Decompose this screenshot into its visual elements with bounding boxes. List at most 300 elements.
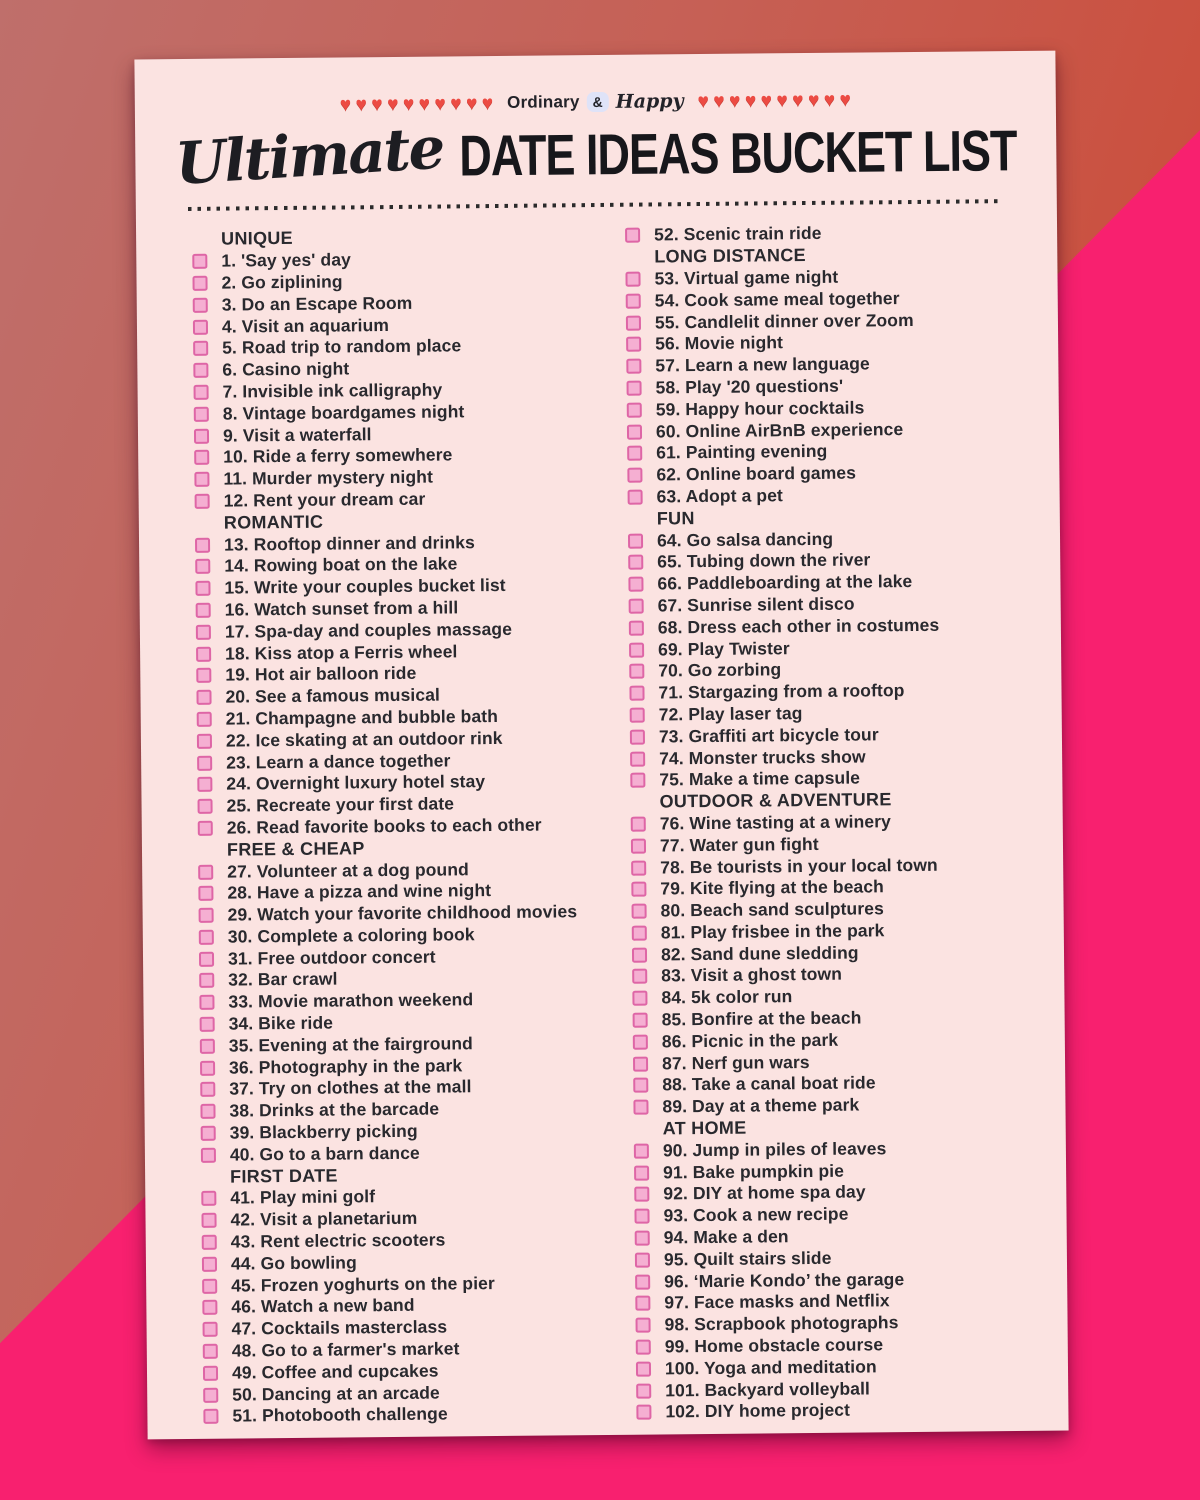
item-label: 1. 'Say yes' day (221, 249, 352, 271)
item-checkbox[interactable] (632, 925, 647, 940)
item-label: 72. Play laser tag (658, 702, 803, 725)
item-checkbox[interactable] (196, 646, 211, 661)
item-checkbox[interactable] (628, 577, 643, 592)
item-checkbox[interactable] (199, 973, 214, 988)
item-label: 30. Complete a coloring book (227, 924, 475, 947)
item-checkbox[interactable] (626, 293, 641, 308)
item-checkbox[interactable] (634, 1143, 649, 1158)
item-checkbox[interactable] (198, 886, 213, 901)
item-checkbox[interactable] (632, 904, 647, 919)
item-checkbox[interactable] (634, 1209, 649, 1224)
item-label: 3. Do an Escape Room (221, 292, 413, 315)
item-checkbox[interactable] (627, 446, 642, 461)
item-label: 9. Visit a waterfall (222, 423, 372, 446)
item-label: 71. Stargazing from a rooftop (658, 680, 905, 703)
item-checkbox[interactable] (202, 1235, 217, 1250)
item-checkbox[interactable] (195, 559, 210, 574)
heart-icon: ♥ (760, 89, 773, 111)
item-label: 37. Try on clothes at the mall (229, 1076, 472, 1100)
checklist-item (203, 1402, 636, 1428)
item-checkbox[interactable] (636, 1361, 651, 1376)
heart-icon: ♥ (792, 89, 804, 111)
heart-icon: ♥ (744, 89, 757, 112)
item-label: 56. Movie night (655, 332, 784, 354)
heart-icon: ♥ (729, 90, 741, 112)
item-label: 4. Visit an aquarium (221, 314, 390, 337)
item-label: 101. Backyard volleyball (665, 1378, 871, 1401)
checklist-item (629, 614, 940, 639)
heart-icon: ♥ (713, 90, 725, 112)
item-checkbox[interactable] (635, 1231, 650, 1246)
section-header (630, 788, 941, 813)
item-checkbox[interactable] (633, 1013, 648, 1028)
item-label: 32. Bar crawl (228, 969, 338, 991)
item-label: 77. Water gun fight (659, 833, 819, 856)
item-checkbox[interactable] (631, 838, 646, 853)
checklist-item (631, 832, 942, 857)
item-label: 11. Murder mystery night (223, 466, 434, 489)
checklist-item (632, 919, 943, 944)
item-checkbox[interactable] (194, 428, 209, 443)
checklist-item (633, 1006, 944, 1031)
heart-icon: ♥ (450, 92, 462, 114)
checklist-item (630, 745, 941, 770)
heart-icon: ♥ (434, 92, 446, 115)
item-checkbox[interactable] (197, 755, 212, 770)
item-checkbox[interactable] (629, 620, 644, 635)
item-checkbox[interactable] (200, 1104, 215, 1119)
item-checkbox[interactable] (625, 272, 640, 287)
item-label: 17. Spa-day and couples massage (224, 618, 513, 642)
item-label: 44. Go bowling (230, 1252, 357, 1274)
item-checkbox[interactable] (632, 947, 647, 962)
checklist-item (632, 985, 943, 1010)
item-checkbox[interactable] (200, 1060, 215, 1075)
item-checkbox[interactable] (200, 1017, 215, 1032)
section-header-label: OUTDOOR & ADVENTURE (659, 789, 892, 812)
item-label: 13. Rooftop dinner and drinks (223, 531, 475, 555)
checklist-item (629, 658, 940, 683)
item-checkbox[interactable] (633, 1100, 648, 1115)
item-checkbox[interactable] (633, 1034, 648, 1049)
item-checkbox[interactable] (201, 1126, 216, 1141)
item-label: 10. Ride a ferry somewhere (223, 444, 453, 467)
item-label: 82. Sand dune sledding (660, 942, 859, 965)
checklist-item (628, 571, 939, 596)
item-checkbox[interactable] (627, 424, 642, 439)
item-checkbox[interactable] (633, 1056, 648, 1071)
item-checkbox[interactable] (198, 864, 213, 879)
item-checkbox[interactable] (202, 1278, 217, 1293)
item-label: 100. Yoga and meditation (664, 1356, 877, 1379)
item-checkbox[interactable] (636, 1383, 651, 1398)
item-checkbox[interactable] (198, 821, 213, 836)
checklist-item (627, 462, 938, 487)
item-checkbox[interactable] (195, 494, 210, 509)
section-header (625, 244, 936, 269)
title-row (135, 113, 1057, 199)
item-label: 20. See a famous musical (225, 684, 441, 707)
checklist-item (634, 1181, 945, 1206)
item-label: 50. Dancing at an arcade (232, 1382, 440, 1405)
item-label: 98. Scrapbook photographs (664, 1312, 899, 1335)
section-header-label: LONG DISTANCE (654, 245, 806, 267)
checklist-item (635, 1290, 946, 1315)
item-checkbox[interactable] (197, 777, 212, 792)
item-label: 34. Bike ride (228, 1012, 334, 1034)
item-checkbox[interactable] (194, 407, 209, 422)
item-checkbox[interactable] (202, 1257, 217, 1272)
item-label: 22. Ice skating at an outdoor rink (225, 727, 503, 751)
item-checkbox[interactable] (626, 359, 641, 374)
item-label: 6. Casino night (222, 358, 350, 380)
item-label: 19. Hot air balloon ride (225, 663, 417, 685)
item-checkbox[interactable] (200, 1082, 215, 1097)
header-row (135, 87, 1056, 118)
item-label: 55. Candlelit dinner over Zoom (654, 309, 914, 333)
item-label: 26. Read favorite books to each other (226, 814, 542, 838)
item-checkbox[interactable] (636, 1340, 651, 1355)
item-checkbox[interactable] (629, 686, 644, 701)
checklist-item (636, 1399, 947, 1424)
item-label: 94. Make a den (663, 1226, 789, 1248)
checklist-column-left (192, 225, 636, 1428)
item-checkbox[interactable] (197, 799, 212, 814)
item-checkbox[interactable] (200, 1039, 215, 1054)
item-checkbox[interactable] (203, 1322, 218, 1337)
item-label: 102. DIY home project (665, 1400, 851, 1422)
item-checkbox[interactable] (199, 908, 214, 923)
item-checkbox[interactable] (635, 1252, 650, 1267)
item-checkbox[interactable] (193, 319, 208, 334)
section-header-label: FREE & CHEAP (226, 837, 365, 860)
checklist-item (627, 440, 938, 465)
item-label: 12. Rent your dream car (223, 488, 426, 511)
item-label: 63. Adopt a pet (656, 485, 784, 507)
item-checkbox[interactable] (626, 315, 641, 330)
item-label: 97. Face masks and Netflix (664, 1290, 890, 1313)
heart-icon: ♥ (339, 93, 352, 115)
heart-icon: ♥ (823, 89, 836, 111)
item-label: 43. Rent electric scooters (230, 1229, 446, 1252)
item-checkbox[interactable] (197, 733, 212, 748)
item-label: 75. Make a time capsule (659, 767, 861, 790)
hearts-row-right (697, 90, 850, 110)
checklist-item (635, 1268, 946, 1293)
item-label: 35. Evening at the fairground (228, 1033, 473, 1056)
heart-icon: ♥ (697, 90, 709, 112)
heart-icon: ♥ (387, 93, 399, 115)
item-label: 79. Kite flying at the beach (660, 876, 885, 899)
item-checkbox[interactable] (193, 363, 208, 378)
item-label: 85. Bonfire at the beach (661, 1007, 862, 1030)
brand-word: Ordinary (507, 92, 580, 112)
checklist-item (626, 287, 937, 312)
item-label: 27. Volunteer at a dog pound (227, 858, 469, 882)
checklist-item (625, 222, 936, 247)
checklist-item (631, 854, 942, 879)
item-label: 45. Frozen yoghurts on the pier (231, 1272, 495, 1296)
item-label: 91. Bake pumpkin pie (663, 1160, 845, 1183)
item-label: 80. Beach sand sculptures (660, 898, 884, 921)
item-checkbox[interactable] (195, 581, 210, 596)
item-label: 42. Visit a planetarium (230, 1208, 418, 1230)
checklist-item (631, 897, 942, 922)
page-title: DATE IDEAS BUCKET LIST (458, 117, 1017, 189)
item-label: 69. Play Twister (657, 637, 790, 659)
checklist-item (632, 941, 943, 966)
item-label: 36. Photography in the park (228, 1055, 463, 1078)
checklist-item (631, 810, 942, 835)
item-label: 84. 5k color run (661, 986, 793, 1008)
item-label: 39. Blackberry picking (229, 1120, 418, 1143)
checklist-item (633, 1072, 944, 1097)
item-checkbox[interactable] (627, 468, 642, 483)
heart-icon: ♥ (839, 89, 851, 111)
item-checkbox[interactable] (627, 402, 642, 417)
checklist-item (635, 1224, 946, 1249)
item-label: 7. Invisible ink calligraphy (222, 379, 443, 402)
section-header-label: UNIQUE (221, 228, 294, 250)
checklist (192, 221, 1058, 1428)
item-label: 18. Kiss atop a Ferris wheel (225, 640, 458, 664)
item-label: 16. Watch sunset from a hill (224, 597, 459, 620)
item-label: 58. Play '20 questions' (655, 375, 844, 398)
item-checkbox[interactable] (635, 1296, 650, 1311)
item-checkbox[interactable] (627, 381, 642, 396)
item-checkbox[interactable] (192, 254, 207, 269)
checklist-item (625, 265, 936, 290)
item-label: 33. Movie marathon weekend (228, 989, 474, 1012)
item-checkbox[interactable] (201, 1191, 216, 1206)
checklist-item (626, 309, 937, 334)
checklist-item (629, 679, 940, 704)
section-header (628, 505, 939, 530)
item-label: 54. Cook same meal together (654, 287, 900, 311)
item-checkbox[interactable] (196, 668, 211, 683)
item-checkbox[interactable] (629, 599, 644, 614)
item-label: 70. Go zorbing (658, 659, 782, 681)
checklist-item (629, 636, 940, 661)
checklist-item (628, 483, 939, 508)
item-label: 53. Virtual game night (654, 266, 839, 289)
item-label: 93. Cook a new recipe (663, 1203, 849, 1226)
item-label: 88. Take a canal boat ride (662, 1072, 876, 1095)
item-label: 78. Be tourists in your local town (660, 854, 938, 877)
section-header-label: FUN (656, 507, 695, 529)
item-label: 68. Dress each other in costumes (657, 614, 940, 638)
checklist-item (634, 1137, 945, 1162)
date-ideas-card (134, 51, 1068, 1440)
item-label: 99. Home obstacle course (664, 1334, 884, 1357)
brand-logo (507, 90, 684, 114)
item-checkbox[interactable] (630, 708, 645, 723)
item-checkbox[interactable] (629, 664, 644, 679)
checklist-item (634, 1159, 945, 1184)
item-checkbox[interactable] (192, 276, 207, 291)
checklist-item (630, 723, 941, 748)
checklist-item (635, 1246, 946, 1271)
item-checkbox[interactable] (201, 1213, 216, 1228)
checklist-column-right (625, 222, 947, 1424)
item-checkbox[interactable] (633, 1078, 648, 1093)
item-label: 5. Road trip to random place (222, 335, 462, 358)
checklist-item (629, 592, 940, 617)
dotted-divider (188, 199, 1004, 211)
item-label: 83. Visit a ghost town (661, 964, 843, 986)
checklist-item (631, 876, 942, 901)
heart-icon: ♥ (481, 92, 494, 114)
item-checkbox[interactable] (196, 603, 211, 618)
item-checkbox[interactable] (203, 1387, 218, 1402)
item-label: 76. Wine tasting at a winery (659, 811, 892, 834)
item-label: 25. Recreate your first date (226, 793, 455, 816)
item-checkbox[interactable] (628, 533, 643, 548)
checklist-item (627, 396, 938, 421)
item-label: 29. Watch your favorite childhood movies (227, 901, 578, 925)
item-label: 57. Learn a new language (655, 353, 870, 376)
item-label: 64. Go salsa dancing (656, 528, 834, 551)
section-header-label: ROMANTIC (223, 511, 324, 533)
item-label: 62. Online board games (656, 462, 857, 485)
item-checkbox[interactable] (194, 450, 209, 465)
heart-icon: ♥ (371, 93, 383, 115)
checklist-item (636, 1377, 947, 1402)
item-label: 67. Sunrise silent disco (657, 593, 855, 616)
item-checkbox[interactable] (194, 472, 209, 487)
item-checkbox[interactable] (193, 341, 208, 356)
checklist-item (633, 1028, 944, 1053)
item-checkbox[interactable] (195, 537, 210, 552)
heart-icon: ♥ (807, 89, 820, 111)
item-checkbox[interactable] (199, 951, 214, 966)
item-label: 38. Drinks at the barcade (229, 1098, 440, 1121)
item-checkbox[interactable] (203, 1344, 218, 1359)
item-checkbox[interactable] (630, 773, 645, 788)
title-script-word: Ultimate (173, 113, 446, 199)
item-label: 2. Go ziplining (221, 271, 343, 293)
item-label: 8. Vintage boardgames night (222, 401, 465, 424)
checklist-item (636, 1355, 947, 1380)
heart-icon: ♥ (355, 93, 367, 115)
item-checkbox[interactable] (199, 930, 214, 945)
item-checkbox[interactable] (631, 860, 646, 875)
item-label: 74. Monster trucks show (659, 745, 866, 768)
item-label: 87. Nerf gun wars (661, 1051, 810, 1074)
item-label: 81. Play frisbee in the park (660, 920, 885, 943)
item-checkbox[interactable] (636, 1405, 651, 1420)
item-checkbox[interactable] (203, 1366, 218, 1381)
item-label: 90. Jump in piles of leaves (662, 1138, 887, 1161)
item-checkbox[interactable] (636, 1318, 651, 1333)
item-checkbox[interactable] (196, 624, 211, 639)
item-checkbox[interactable] (632, 969, 647, 984)
checklist-item (636, 1333, 947, 1358)
heart-icon: ♥ (418, 93, 431, 115)
item-checkbox[interactable] (196, 690, 211, 705)
item-label: 21. Champagne and bubble bath (225, 705, 499, 729)
item-label: 61. Painting evening (656, 441, 828, 463)
section-header-label: FIRST DATE (230, 1165, 338, 1187)
item-label: 92. DIY at home spa day (663, 1181, 866, 1204)
checklist-item (633, 1050, 944, 1075)
item-checkbox[interactable] (635, 1274, 650, 1289)
item-checkbox[interactable] (194, 385, 209, 400)
checklist-item (635, 1312, 946, 1337)
checklist-item (628, 549, 939, 574)
section-header-label: AT HOME (662, 1117, 747, 1139)
checklist-item (634, 1203, 945, 1228)
item-label: 66. Paddleboarding at the lake (657, 571, 913, 594)
item-checkbox[interactable] (630, 751, 645, 766)
item-label: 40. Go to a barn dance (229, 1142, 420, 1165)
brand-script-word: Happy (615, 90, 684, 113)
brand-ampersand: & (586, 92, 608, 112)
item-label: 28. Have a pizza and wine night (227, 880, 492, 903)
item-label: 73. Graffiti art bicycle tour (658, 724, 879, 747)
item-label: 52. Scenic train ride (654, 223, 822, 245)
checklist-item (633, 1094, 944, 1119)
checklist-item (627, 418, 938, 443)
item-label: 51. Photobooth challenge (232, 1403, 448, 1426)
item-label: 48. Go to a farmer's market (231, 1338, 460, 1361)
item-checkbox[interactable] (628, 490, 643, 505)
checklist-item (630, 701, 941, 726)
checklist-item (632, 963, 943, 988)
item-label: 24. Overnight luxury hotel stay (226, 771, 486, 794)
item-label: 96. ‘Marie Kondo’ the garage (664, 1268, 905, 1292)
hearts-row-left (340, 94, 493, 114)
item-label: 59. Happy hour cocktails (655, 397, 865, 420)
item-label: 46. Watch a new band (231, 1295, 415, 1318)
item-checkbox[interactable] (625, 228, 640, 243)
item-label: 60. Online AirBnB experience (655, 418, 904, 442)
heart-icon: ♥ (776, 89, 788, 111)
item-checkbox[interactable] (634, 1165, 649, 1180)
item-checkbox[interactable] (193, 298, 208, 313)
heart-icon: ♥ (465, 92, 478, 114)
heart-icon: ♥ (402, 93, 415, 115)
section-header (634, 1115, 945, 1140)
checklist-item (630, 767, 941, 792)
item-label: 23. Learn a dance together (226, 749, 451, 773)
checklist-item (628, 527, 939, 552)
item-label: 31. Free outdoor concert (227, 946, 436, 969)
item-checkbox[interactable] (626, 337, 641, 352)
checklist-item (626, 331, 937, 356)
item-checkbox[interactable] (631, 816, 646, 831)
item-checkbox[interactable] (630, 729, 645, 744)
item-checkbox[interactable] (197, 712, 212, 727)
item-checkbox[interactable] (199, 995, 214, 1010)
item-checkbox[interactable] (631, 882, 646, 897)
item-checkbox[interactable] (203, 1409, 218, 1424)
item-label: 41. Play mini golf (230, 1186, 376, 1209)
item-checkbox[interactable] (201, 1148, 216, 1163)
item-checkbox[interactable] (628, 555, 643, 570)
checklist-item (626, 374, 937, 399)
item-label: 14. Rowing boat on the lake (224, 553, 458, 576)
item-label: 89. Day at a theme park (662, 1094, 860, 1117)
item-checkbox[interactable] (629, 642, 644, 657)
item-checkbox[interactable] (632, 991, 647, 1006)
item-label: 15. Write your couples bucket list (224, 575, 506, 598)
item-label: 49. Coffee and cupcakes (231, 1360, 439, 1383)
item-checkbox[interactable] (202, 1300, 217, 1315)
item-label: 86. Picnic in the park (661, 1029, 839, 1052)
item-checkbox[interactable] (634, 1187, 649, 1202)
item-label: 95. Quilt stairs slide (663, 1247, 832, 1270)
